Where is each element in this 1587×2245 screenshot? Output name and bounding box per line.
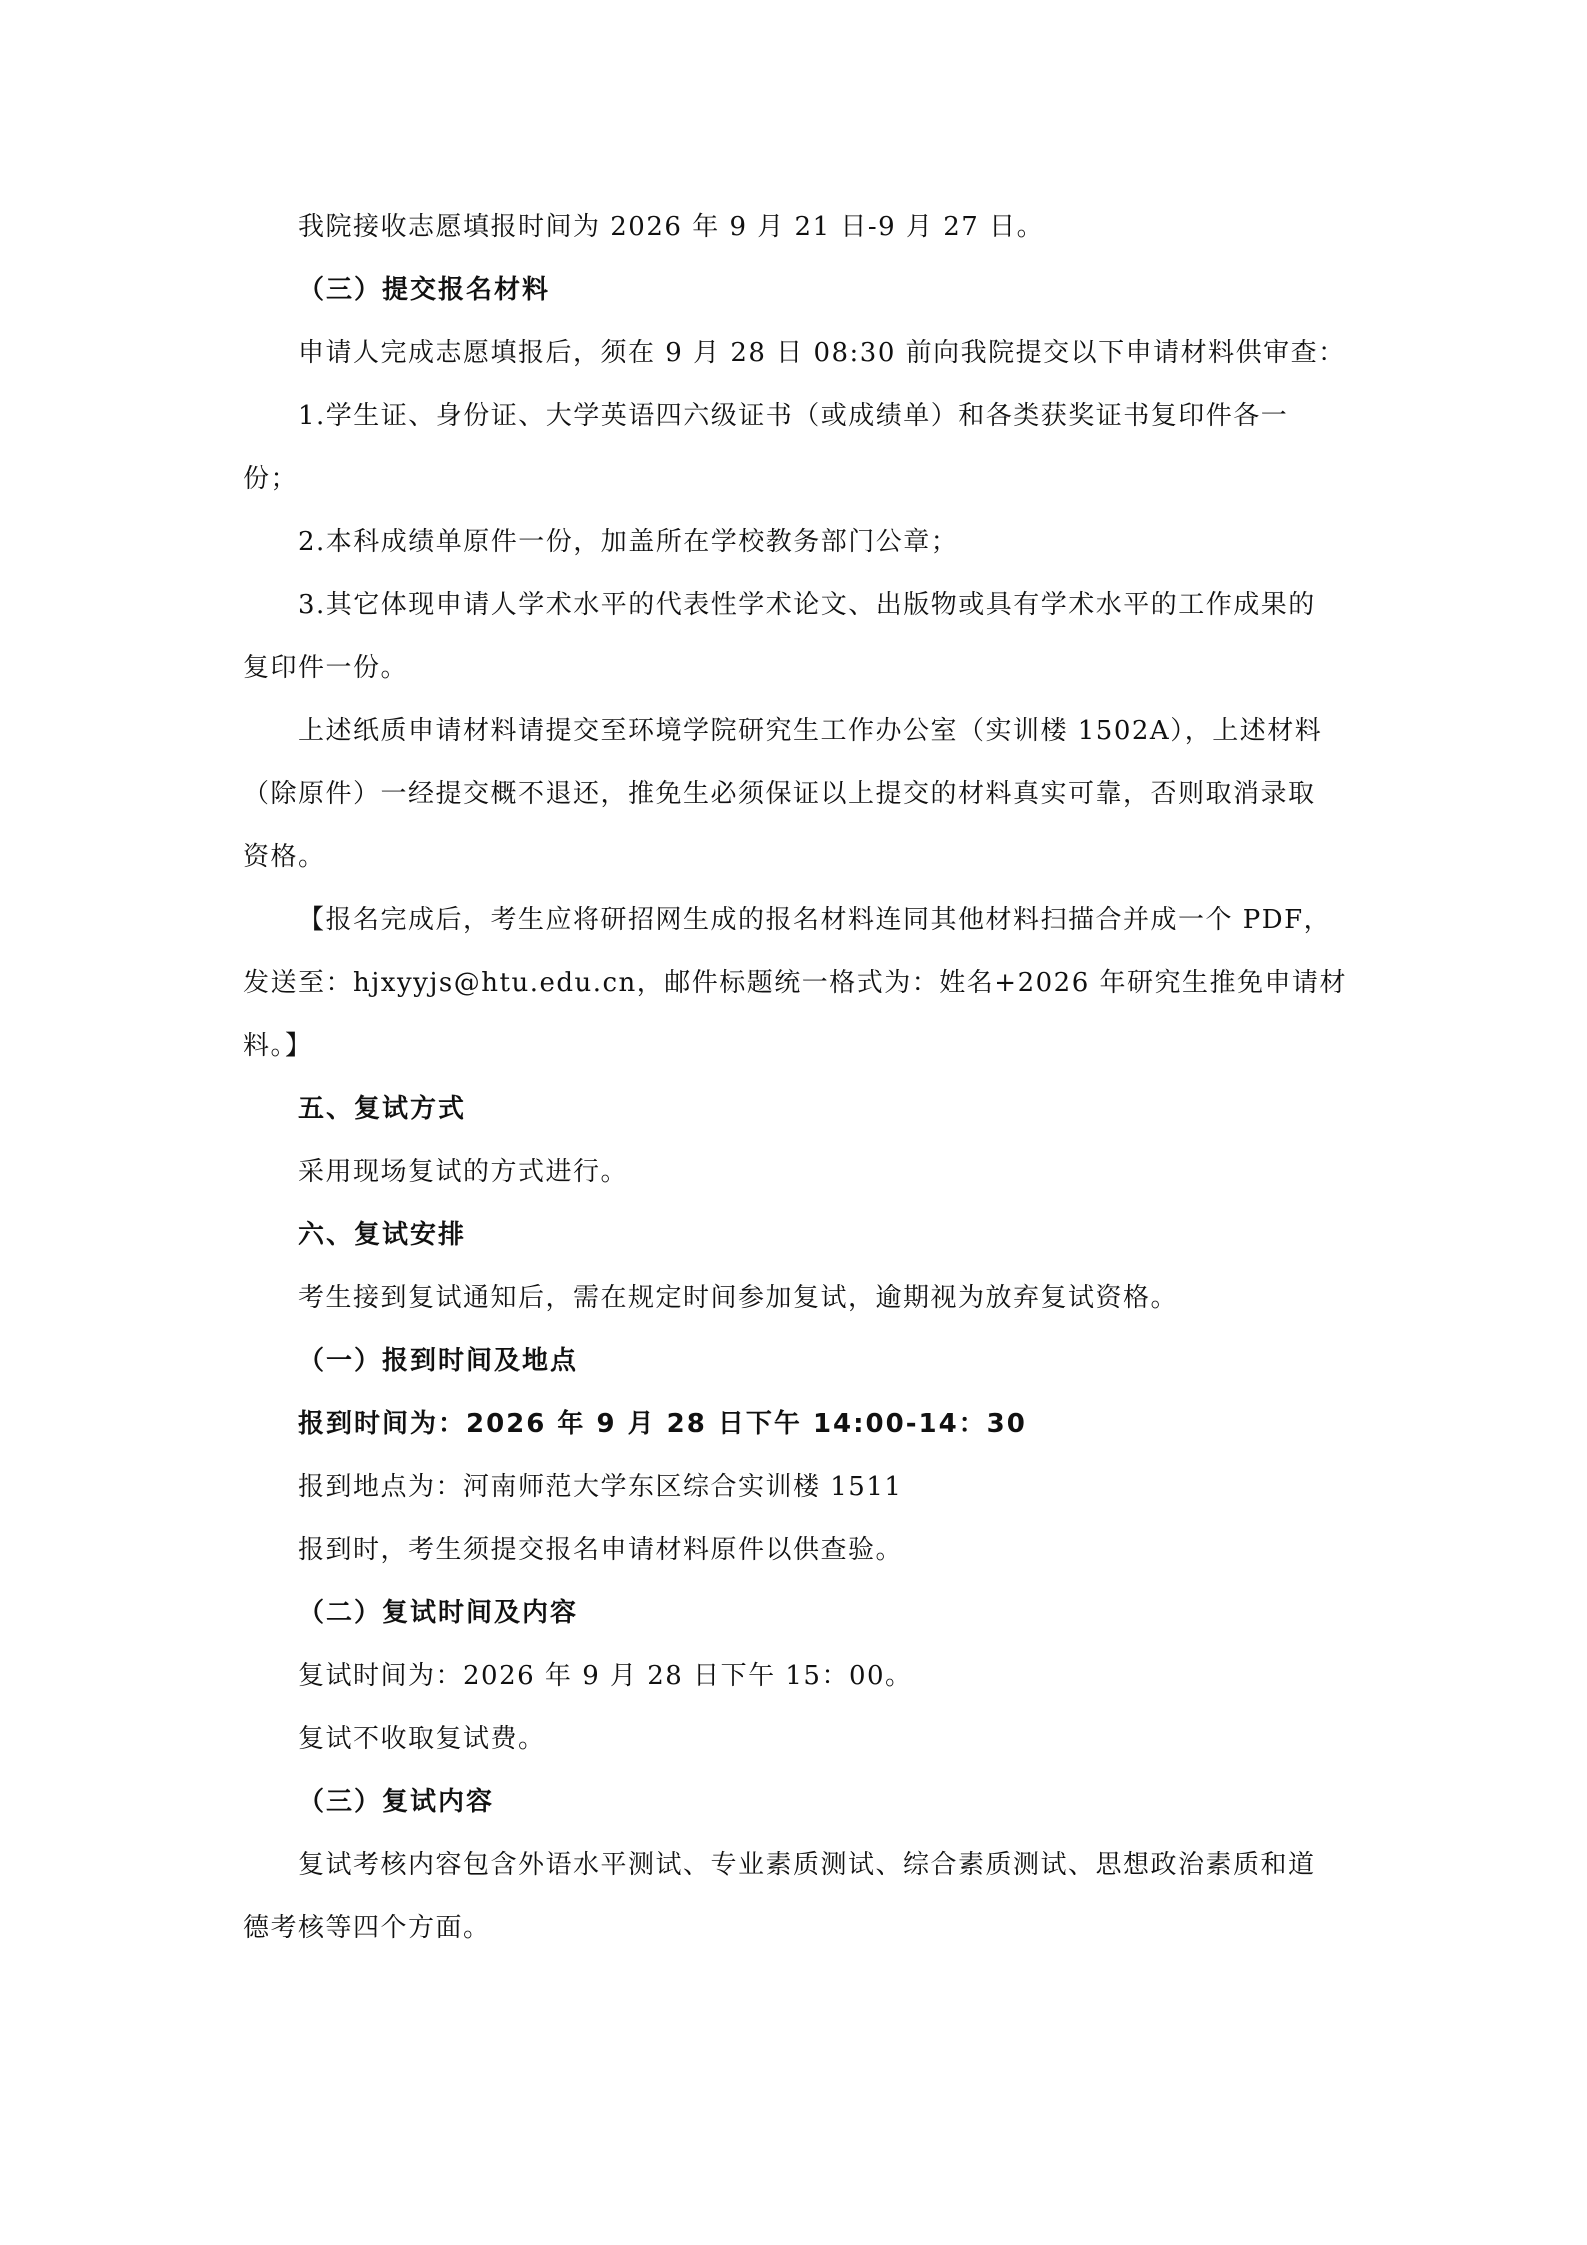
list-item-2: 2.本科成绩单原件一份，加盖所在学校教务部门公章； <box>298 527 959 557</box>
paragraph-application-period: 我院接收志愿填报时间为 2026 年 9 月 21 日-9 月 27 日。 <box>298 212 1045 242</box>
heading-registration: （一）报到时间及地点 <box>298 1346 579 1376</box>
heading-submit-materials: （三）提交报名材料 <box>298 275 551 305</box>
registration-time: 报到时间为：2026 年 9 月 28 日下午 14:00-14：30 <box>298 1409 1027 1439</box>
interview-time: 复试时间为：2026 年 9 月 28 日下午 15：00。 <box>298 1661 913 1691</box>
list-item-1-line-1: 1.学生证、身份证、大学英语四六级证书（或成绩单）和各类获奖证书复印件各一 <box>298 401 1289 431</box>
paragraph-paper-materials-line-2: （除原件）一经提交概不退还，推免生必须保证以上提交的材料真实可靠，否则取消录取 <box>243 779 1316 809</box>
heading-section-6: 六、复试安排 <box>298 1220 467 1250</box>
paragraph-paper-materials-line-1: 上述纸质申请材料请提交至环境学院研究生工作办公室（实训楼 1502A），上述材料 <box>298 716 1323 746</box>
paragraph-email-line-3: 料。】 <box>243 1031 313 1061</box>
list-item-1-line-2: 份； <box>243 464 299 494</box>
registration-note: 报到时，考生须提交报名申请材料原件以供查验。 <box>298 1535 904 1565</box>
registration-location: 报到地点为：河南师范大学东区综合实训楼 1511 <box>298 1472 903 1502</box>
interview-content-line-1: 复试考核内容包含外语水平测试、专业素质测试、综合素质测试、思想政治素质和道 <box>298 1850 1316 1880</box>
heading-interview-content: （三）复试内容 <box>298 1787 495 1817</box>
list-item-3-line-1: 3.其它体现申请人学术水平的代表性学术论文、出版物或具有学术水平的工作成果的 <box>298 590 1316 620</box>
paragraph-submit-deadline: 申请人完成志愿填报后，须在 9 月 28 日 08:30 前向我院提交以下申请材料供审查： <box>298 338 1346 368</box>
paragraph-interview-method: 采用现场复试的方式进行。 <box>298 1157 629 1187</box>
interview-content-line-2: 德考核等四个方面。 <box>243 1913 491 1943</box>
paragraph-paper-materials-line-3: 资格。 <box>243 842 326 872</box>
heading-interview-time: （二）复试时间及内容 <box>298 1598 579 1628</box>
interview-fee-note: 复试不收取复试费。 <box>298 1724 546 1754</box>
paragraph-email-line-2: 发送至：hjxyyjs@htu.edu.cn，邮件标题统一格式为：姓名+2026 年研究生推免申请材 <box>243 968 1348 998</box>
heading-section-5: 五、复试方式 <box>298 1094 467 1124</box>
paragraph-email-line-1: 【报名完成后，考生应将研招网生成的报名材料连同其他材料扫描合并成一个 PDF， <box>298 905 1332 935</box>
paragraph-interview-notice: 考生接到复试通知后，需在规定时间参加复试，逾期视为放弃复试资格。 <box>298 1283 1179 1313</box>
list-item-3-line-2: 复印件一份。 <box>243 653 409 683</box>
